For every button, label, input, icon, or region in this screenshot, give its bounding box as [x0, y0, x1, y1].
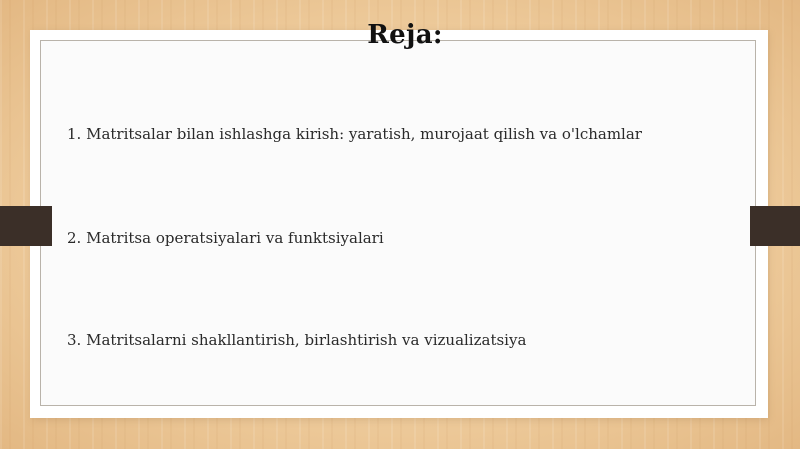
right-tab-decoration	[750, 206, 800, 246]
plan-item-2: 2. Matritsa operatsiyalari va funktsiyalari	[67, 229, 384, 247]
slide-title: Reja:	[367, 20, 443, 50]
plan-item-1: 1. Matritsalar bilan ishlashga kirish: yaratish, murojaat qilish va o'lchamlar	[67, 125, 642, 143]
content-card-border	[40, 40, 756, 406]
left-tab-decoration	[0, 206, 52, 246]
plan-item-3: 3. Matritsalarni shakllantirish, birlashtirish va vizualizatsiya	[67, 331, 527, 349]
content-card	[30, 30, 768, 418]
